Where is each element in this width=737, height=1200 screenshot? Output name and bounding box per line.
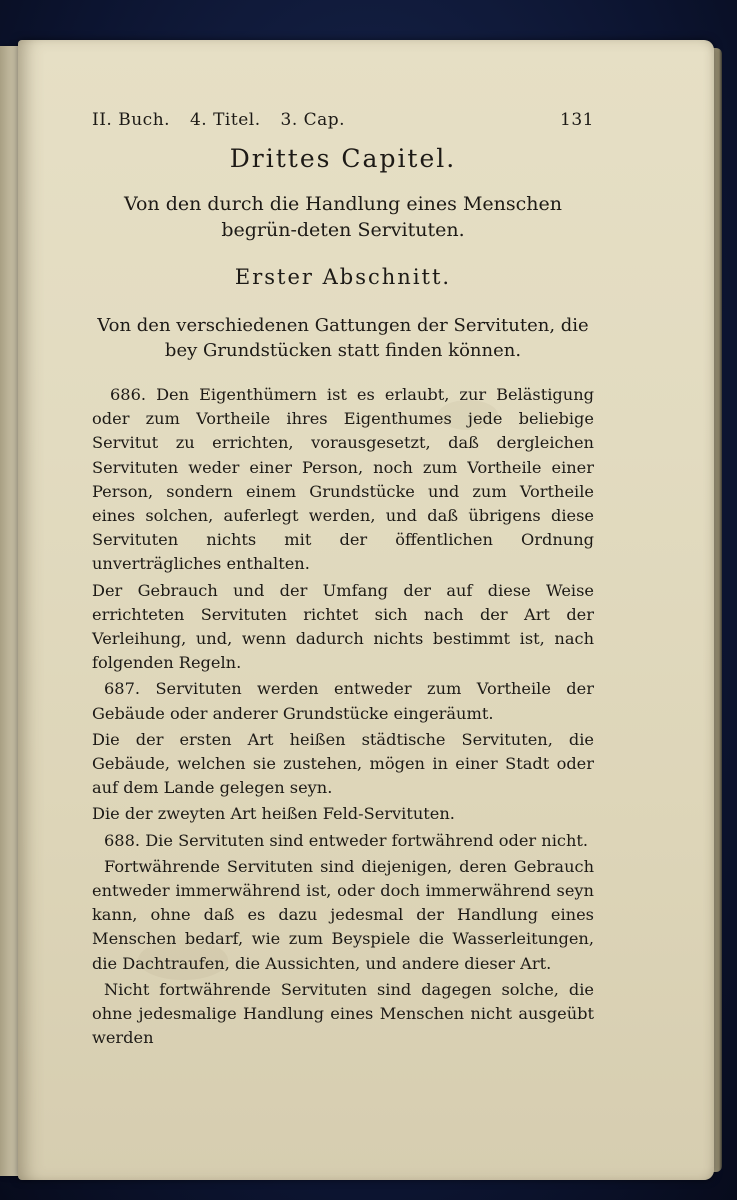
paragraph: Nicht fortwährende Servituten sind dagegen solche, die ohne jedesmalige Handlung eines Menschen nicht ausgeübt werden <box>92 979 594 1048</box>
page-number: 131 <box>560 110 594 130</box>
running-head <box>92 110 594 130</box>
running-head-chapter: 3. Cap. <box>280 110 346 130</box>
body-text <box>92 383 594 1050</box>
chapter-subtitle: Von den durch die Handlung eines Menschen begrün-deten Servituten. <box>124 193 562 241</box>
paragraph: Die der zweyten Art heißen Feld-Servituten. <box>92 804 455 824</box>
paragraph: Die der ersten Art heißen städtische Servituten, die Gebäude, welchen sie zustehen, mögen in einer Stadt oder auf dem Lande gelegen seyn. <box>92 729 594 798</box>
running-head-title: 4. Titel. <box>189 110 261 130</box>
paragraph: Der Gebrauch und der Umfang der auf diese Weise errichteten Servituten richtet sich nach der Art der Verleihung, und, wenn dadurch nichts bestimmt ist, nach folgenden Regeln. <box>92 580 594 673</box>
paragraph-686: 686. Den Eigenthümern ist es erlaubt, zur Belästigung oder zum Vortheile ihres Eigenthumes jede beliebige Servitut zu errichten, vorausgesetzt, daß dergleichen Servituten weder einer Person, noch zum Vortheile einer Person, sondern einem Grundstücke und zum Vortheile eines solchen, auferlegt werden, und daß übrigens diese Servituten nichts mit der öffentlichen Ordnung unverträgliches enthalten. <box>92 385 594 574</box>
paragraph: Fortwährende Servituten sind diejenigen, deren Gebrauch entweder immerwährend ist, oder doch immerwährend seyn kann, ohne daß es dazu jedesmal der Handlung eines Menschen bedarf, wie zum Beyspiele die Wasserleitungen, die Dachtraufen, die Aussichten, und andere dieser Art. <box>92 856 594 973</box>
section-subtitle: Von den verschiedenen Gattungen der Servituten, die bey Grundstücken statt finden können. <box>97 315 589 361</box>
chapter-title: Drittes Capitel. <box>229 144 457 173</box>
paragraph-688: 688. Die Servituten sind entweder fortwährend oder nicht. <box>104 830 589 850</box>
section-title: Erster Abschnitt. <box>234 265 452 289</box>
running-head-book: II. Buch. <box>92 110 171 130</box>
page-content <box>92 110 594 1052</box>
paragraph-687: 687. Servituten werden entweder zum Vortheile der Gebäude oder anderer Grundstücke eingeräumt. <box>92 679 594 723</box>
running-head-left <box>92 110 359 130</box>
